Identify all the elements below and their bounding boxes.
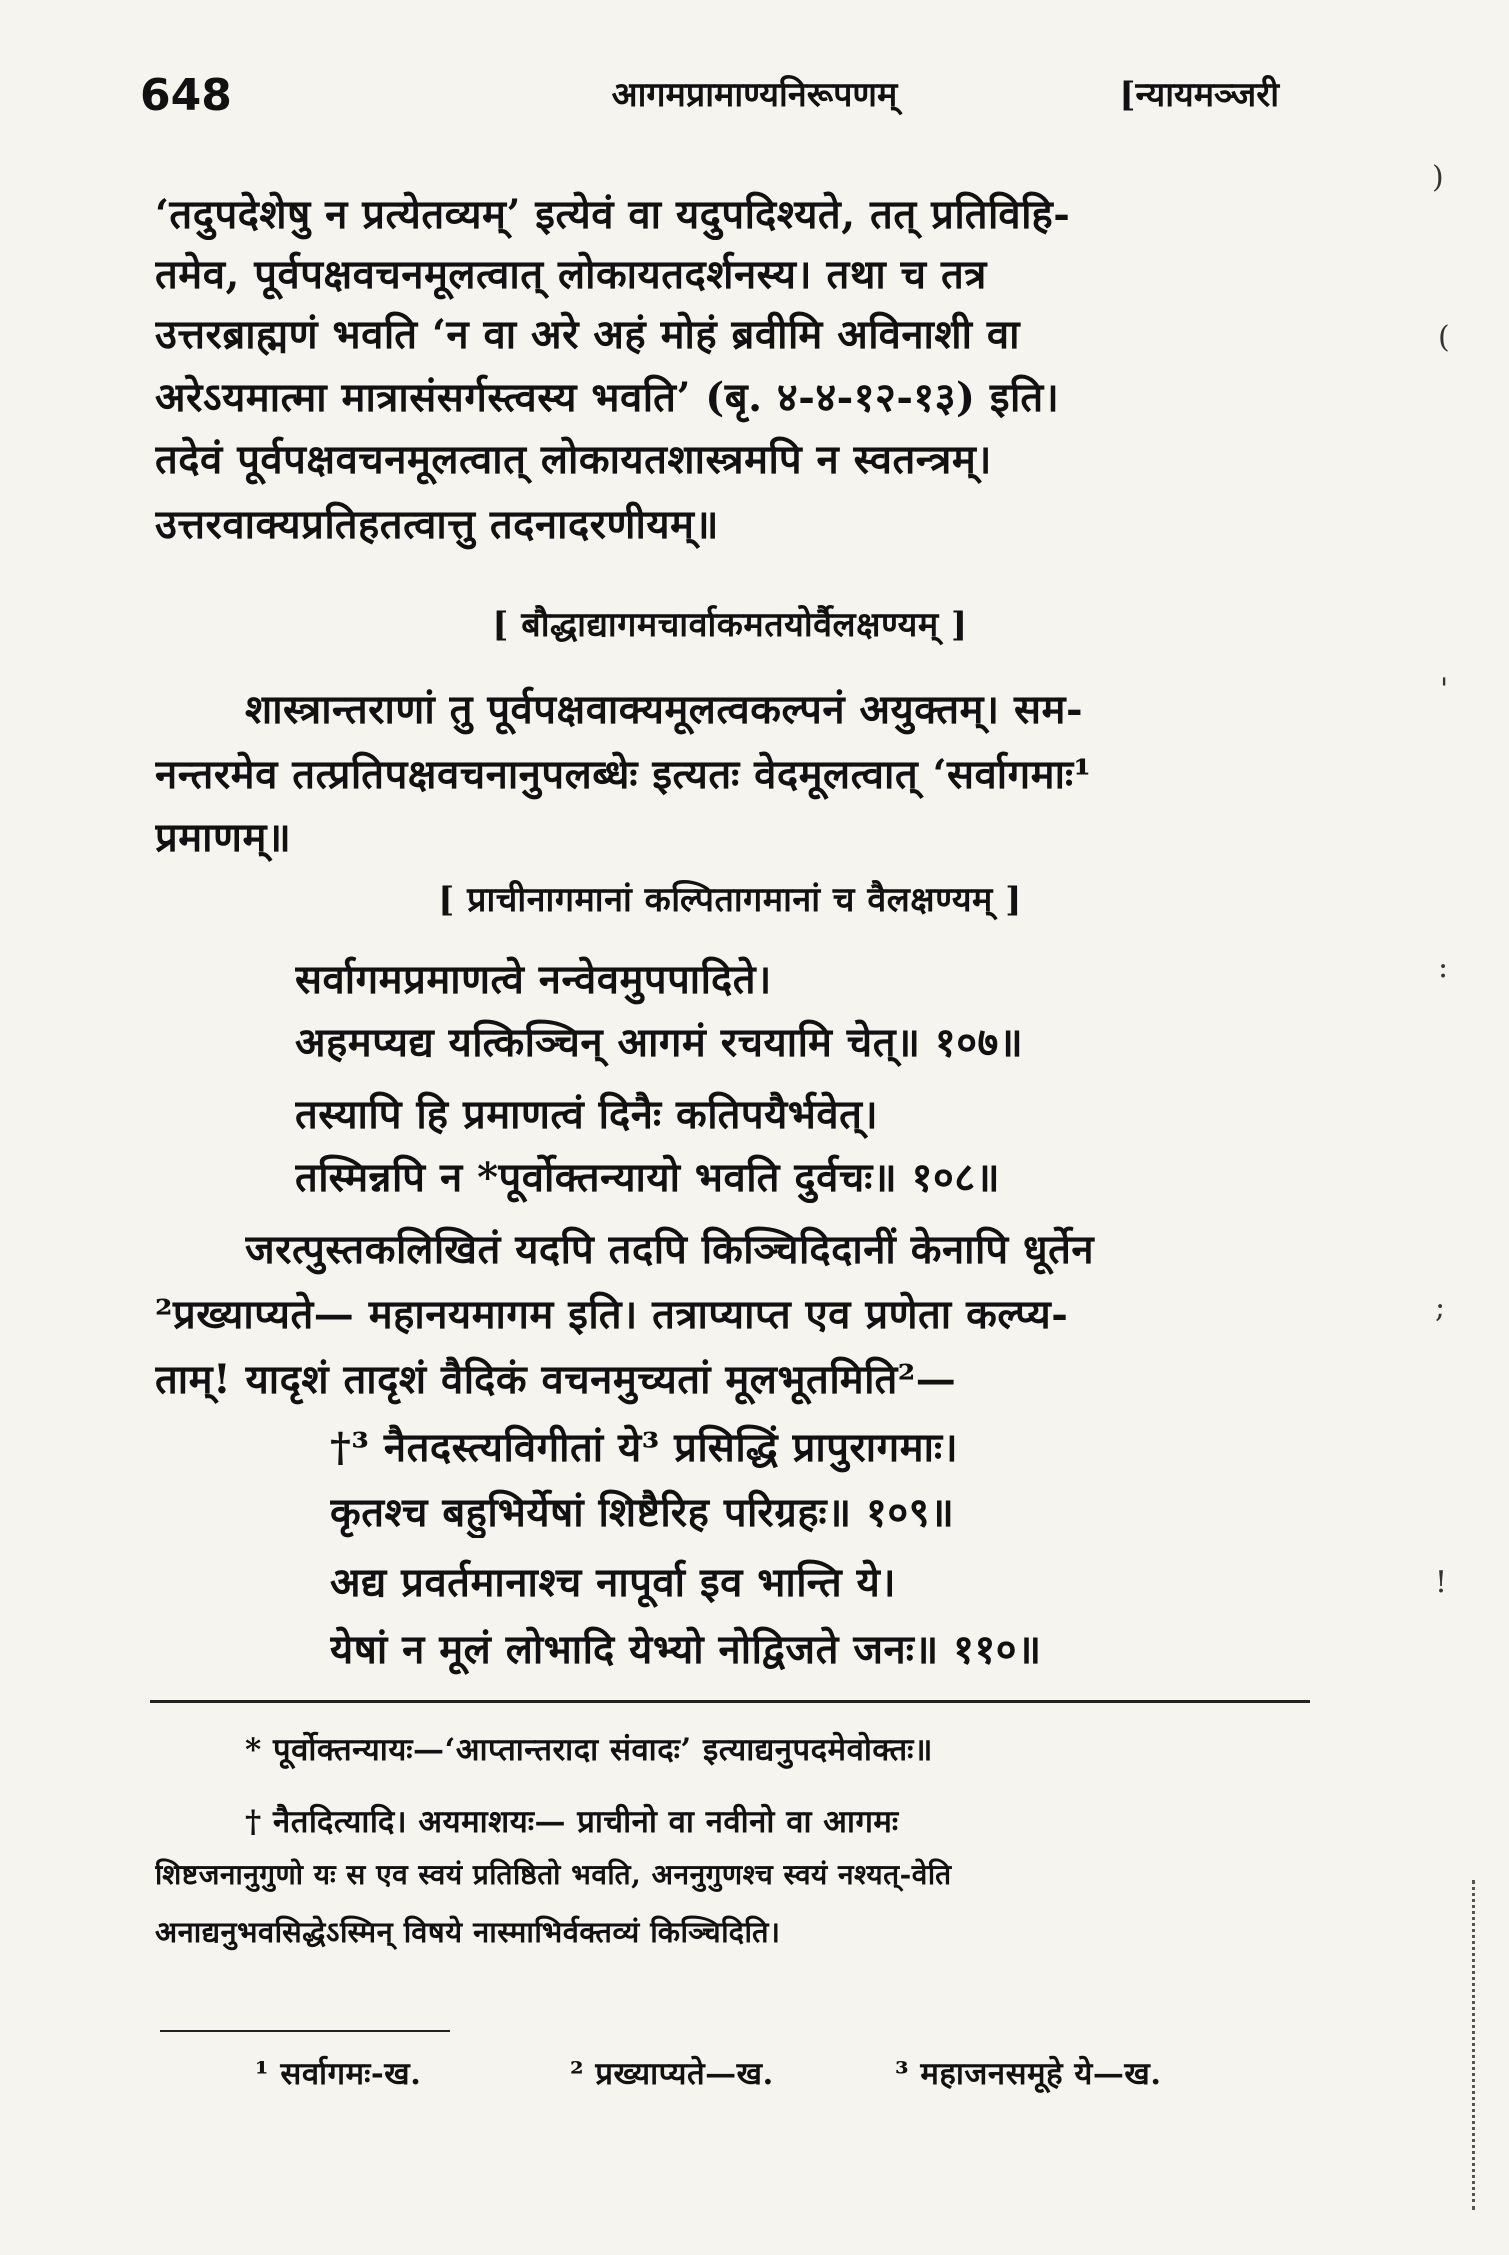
text-line: तदेवं पूर्वपक्षवचनमूलत्वात् लोकायतशास्त्रमपि न स्वतन्त्रम्। bbox=[155, 436, 992, 483]
section-heading: [ प्राचीनागमानां कल्पितागमानां च वैलक्षण्यम् ] bbox=[438, 880, 1022, 920]
text-line: उत्तरवाक्यप्रतिहतत्वात्तु तदनादरणीयम्॥ bbox=[155, 501, 719, 548]
verse-line: सर्वागमप्रमाणत्वे नन्वेवमुपपादिते। bbox=[295, 956, 772, 1003]
text-line: नन्तरमेव तत्प्रतिपक्षवचनानुपलब्धेः इत्यतः वेदमूलत्वात् ‘सर्वागमाः¹ bbox=[155, 751, 1092, 798]
text-line: जरत्पुस्तकलिखितं यदपि तदपि किञ्चिदिदानीं केनापि धूर्तेन bbox=[245, 1226, 1095, 1273]
text-line: शास्त्रान्तराणां तु पूर्वपक्षवाक्यमूलत्वकल्पनं अयुक्तम्। सम- bbox=[245, 686, 1084, 733]
section-heading: [ बौद्धाद्यागमचार्वाकमतयोर्वैलक्षण्यम् ] bbox=[492, 605, 968, 645]
verse-line: तस्मिन्नपि न *पूर्वोक्तन्यायो भवति दुर्वचः॥ १०८॥ bbox=[295, 1154, 1001, 1201]
margin-mark: ! bbox=[1435, 1565, 1448, 1600]
footnote-dagger: अनाद्यनुभवसिद्धेऽस्मिन् विषये नास्माभिर्वक्तव्यं किञ्चिदिति। bbox=[155, 1915, 781, 1949]
footnote-star: * पूर्वोक्तन्यायः—‘आप्तान्तरादा संवादः’ इत्याद्यनुपदमेवोक्तः॥ bbox=[245, 1732, 933, 1768]
variant-note: ³ महाजनसमूहे ये—ख. bbox=[895, 2056, 1162, 2092]
verse-line: तस्यापि हि प्रमाणत्वं दिनैः कतिपयैर्भवेत्। bbox=[295, 1091, 879, 1138]
text-line: ‘तदुपदेशेषु न प्रत्येतव्यम्’ इत्येवं वा यदुपदिश्यते, तत् प्रतिविहि- bbox=[155, 191, 1071, 238]
book-name: [न्यायमञ्जरी bbox=[1119, 75, 1279, 115]
verse-line: कृतश्च बहुभिर्येषां शिष्टैरिह परिग्रहः॥ १०९॥ bbox=[330, 1489, 955, 1536]
footnote-divider bbox=[150, 1700, 1310, 1703]
footnote-dagger: शिष्टजनानुगुणो यः स एव स्वयं प्रतिष्ठितो भवति, अननुगुणश्च स्वयं नश्यत्-वेति bbox=[155, 1858, 952, 1891]
margin-mark: ( bbox=[1438, 320, 1450, 355]
variant-divider bbox=[160, 2030, 450, 2032]
verse-line: अहमप्यद्य यत्किञ्चिन् आगमं रचयामि चेत्॥ १०७॥ bbox=[295, 1019, 1024, 1066]
margin-edge bbox=[1472, 1880, 1481, 2210]
text-line: उत्तरब्राह्मणं भवति ‘न वा अरे अहं मोहं ब्रवीमि अविनाशी वा bbox=[155, 311, 1020, 358]
text-line: प्रमाणम्॥ bbox=[155, 814, 292, 861]
margin-mark: ; bbox=[1435, 1290, 1446, 1325]
margin-mark: ' bbox=[1440, 672, 1449, 707]
margin-mark: : bbox=[1438, 950, 1449, 985]
footnote-dagger: † नैतदित्यादि। अयमाशयः— प्राचीनो वा नवीनो वा आगमः bbox=[245, 1804, 899, 1840]
text-line: तमेव, पूर्वपक्षवचनमूलत्वात् लोकायतदर्शनस्य। तथा च तत्र bbox=[155, 251, 987, 298]
variant-note: ¹ सर्वागमः-ख. bbox=[255, 2056, 422, 2092]
text-line: ²प्रख्याप्यते— महानयमागम इति। तत्राप्याप्त एव प्रणेता कल्प्य- bbox=[155, 1291, 1069, 1338]
running-title: आगमप्रामाण्यनिरूपणम् bbox=[611, 75, 898, 115]
page-number: 648 bbox=[140, 70, 232, 121]
verse-line: अद्य प्रवर्तमानाश्च नापूर्वा इव भान्ति ये। bbox=[330, 1559, 897, 1606]
text-line: ताम्! यादृशं तादृशं वैदिकं वचनमुच्यतां मूलभूतमिति²— bbox=[155, 1356, 957, 1403]
verse-line: येषां न मूलं लोभादि येभ्यो नोद्विजते जनः॥ ११०॥ bbox=[330, 1626, 1042, 1673]
text-line: अरेऽयमात्मा मात्रासंसर्गस्त्वस्य भवति’ (बृ. ४-४-१२-१३) इति। bbox=[155, 374, 1060, 421]
verse-line: †³ नैतदस्त्यविगीतां ये³ प्रसिद्धिं प्रापुरागमाः। bbox=[330, 1424, 959, 1471]
variant-note: ² प्रख्याप्यते—ख. bbox=[570, 2056, 774, 2092]
margin-mark: ) bbox=[1432, 160, 1444, 195]
